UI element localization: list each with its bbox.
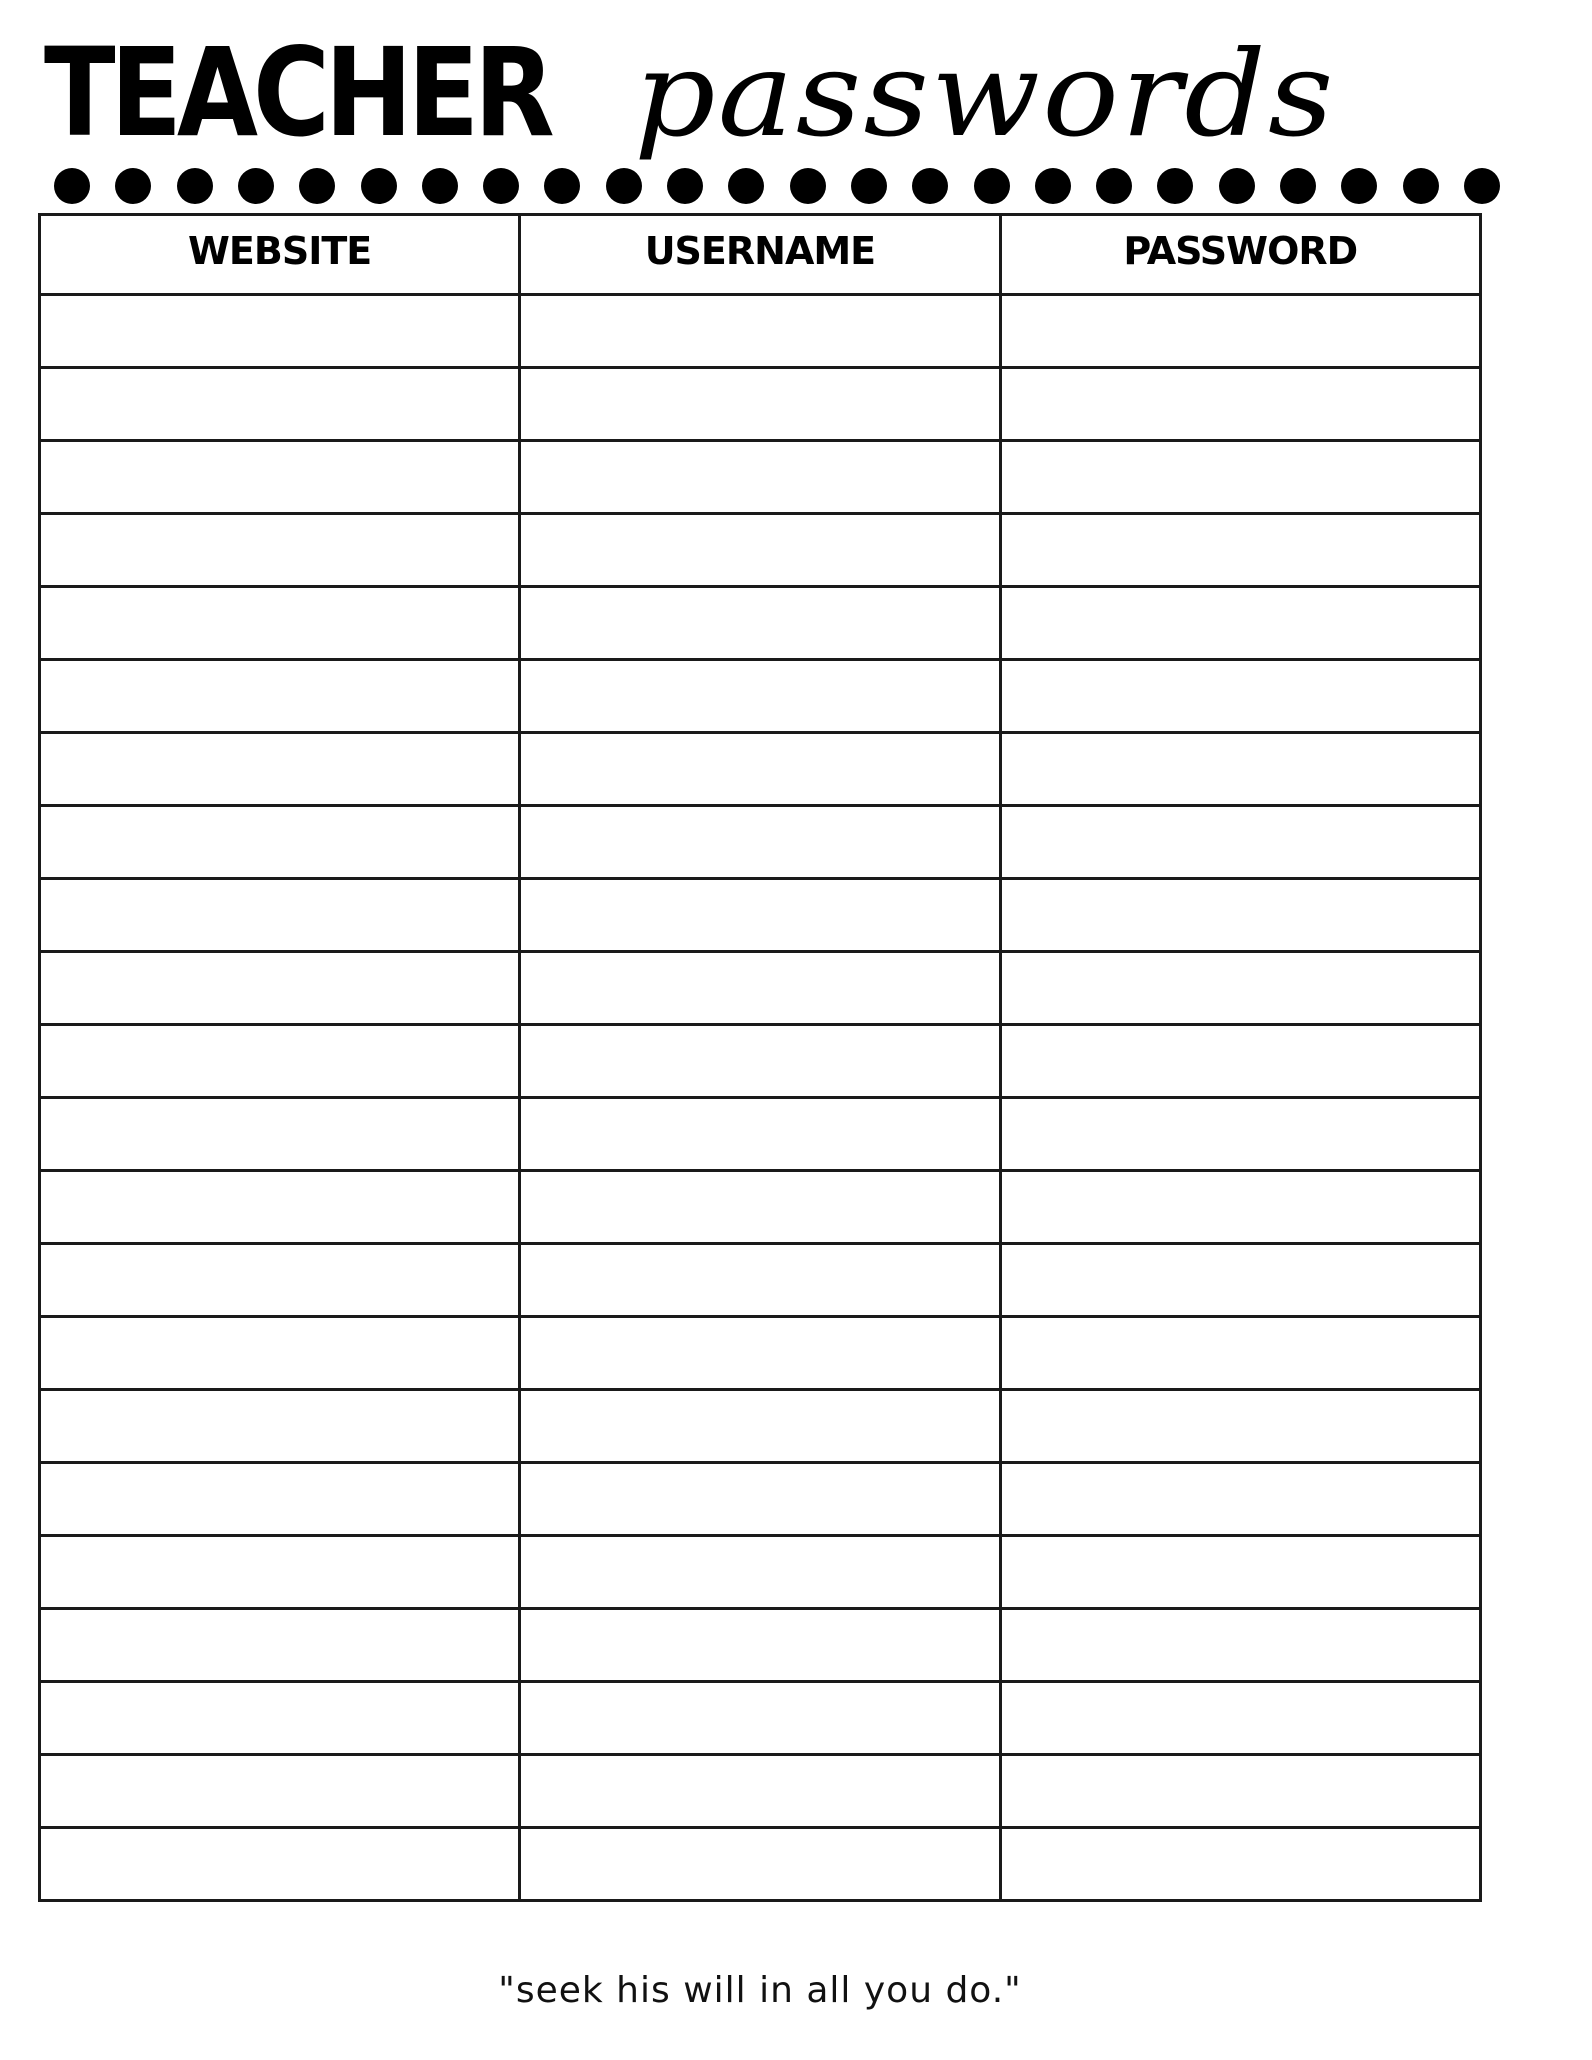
- username-cell: [520, 441, 1000, 514]
- username-cell: [520, 1536, 1000, 1609]
- username-cell: [520, 1755, 1000, 1828]
- username-cell: [520, 952, 1000, 1025]
- column-header-password: PASSWORD: [1000, 215, 1480, 295]
- website-cell: [40, 441, 520, 514]
- password-cell: [1000, 1536, 1480, 1609]
- website-cell: [40, 1536, 520, 1609]
- username-cell: [520, 1828, 1000, 1901]
- table-row: [40, 514, 1481, 587]
- table-row: [40, 441, 1481, 514]
- table-row: [40, 587, 1481, 660]
- username-cell: [520, 1171, 1000, 1244]
- table-row: [40, 1463, 1481, 1536]
- table-row: [40, 368, 1481, 441]
- username-cell: [520, 1317, 1000, 1390]
- password-cell: [1000, 1171, 1480, 1244]
- website-cell: [40, 952, 520, 1025]
- divider-dot: [1464, 168, 1500, 204]
- password-cell: [1000, 879, 1480, 952]
- website-cell: [40, 660, 520, 733]
- website-cell: [40, 368, 520, 441]
- password-cell: [1000, 587, 1480, 660]
- username-cell: [520, 1025, 1000, 1098]
- website-cell: [40, 879, 520, 952]
- table-row: [40, 660, 1481, 733]
- website-cell: [40, 295, 520, 368]
- table-row: [40, 1828, 1481, 1901]
- username-cell: [520, 1390, 1000, 1463]
- table-body: [40, 295, 1481, 1901]
- password-cell: [1000, 1025, 1480, 1098]
- page-title: [44, 18, 1336, 178]
- website-cell: [40, 1317, 520, 1390]
- table-row: [40, 295, 1481, 368]
- website-cell: [40, 1609, 520, 1682]
- password-cell: [1000, 733, 1480, 806]
- table-row: [40, 1098, 1481, 1171]
- password-cell: [1000, 1317, 1480, 1390]
- website-cell: [40, 1390, 520, 1463]
- username-cell: [520, 587, 1000, 660]
- password-cell: [1000, 1755, 1480, 1828]
- website-cell: [40, 1755, 520, 1828]
- password-cell: [1000, 1244, 1480, 1317]
- title-bold-word: TEACHER: [44, 22, 550, 164]
- table-row: [40, 733, 1481, 806]
- username-cell: [520, 295, 1000, 368]
- username-cell: [520, 660, 1000, 733]
- password-cell: [1000, 368, 1480, 441]
- password-cell: [1000, 1390, 1480, 1463]
- password-cell: [1000, 1463, 1480, 1536]
- password-cell: [1000, 1609, 1480, 1682]
- username-cell: [520, 1463, 1000, 1536]
- username-cell: [520, 733, 1000, 806]
- username-cell: [520, 1098, 1000, 1171]
- password-cell: [1000, 1098, 1480, 1171]
- website-cell: [40, 1463, 520, 1536]
- password-cell: [1000, 441, 1480, 514]
- password-cell: [1000, 1682, 1480, 1755]
- username-cell: [520, 514, 1000, 587]
- table-row: [40, 1755, 1481, 1828]
- website-cell: [40, 587, 520, 660]
- table-row: [40, 1317, 1481, 1390]
- username-cell: [520, 1609, 1000, 1682]
- password-cell: [1000, 1828, 1480, 1901]
- title-script-word: passwords: [633, 25, 1336, 163]
- column-header-website: WEBSITE: [40, 215, 520, 295]
- table-row: [40, 1536, 1481, 1609]
- table-row: [40, 952, 1481, 1025]
- username-cell: [520, 1244, 1000, 1317]
- divider-dot: [1341, 168, 1377, 204]
- divider-dot: [1280, 168, 1316, 204]
- website-cell: [40, 806, 520, 879]
- website-cell: [40, 1025, 520, 1098]
- website-cell: [40, 1171, 520, 1244]
- table-row: [40, 1682, 1481, 1755]
- password-cell: [1000, 514, 1480, 587]
- password-cell: [1000, 806, 1480, 879]
- website-cell: [40, 514, 520, 587]
- website-cell: [40, 1244, 520, 1317]
- column-header-username: USERNAME: [520, 215, 1000, 295]
- website-cell: [40, 1682, 520, 1755]
- username-cell: [520, 1682, 1000, 1755]
- table-row: [40, 806, 1481, 879]
- table-row: [40, 1244, 1481, 1317]
- table-header-row: [40, 215, 1481, 295]
- password-log-table: [38, 213, 1482, 1902]
- username-cell: [520, 879, 1000, 952]
- divider-dot: [1403, 168, 1439, 204]
- website-cell: [40, 1098, 520, 1171]
- username-cell: [520, 806, 1000, 879]
- table-row: [40, 1025, 1481, 1098]
- table-row: [40, 879, 1481, 952]
- table-row: [40, 1390, 1481, 1463]
- table-row: [40, 1609, 1481, 1682]
- table-row: [40, 1171, 1481, 1244]
- password-cell: [1000, 295, 1480, 368]
- password-cell: [1000, 660, 1480, 733]
- website-cell: [40, 1828, 520, 1901]
- website-cell: [40, 733, 520, 806]
- footer-quote: "seek his will in all you do.": [498, 1970, 1022, 2011]
- username-cell: [520, 368, 1000, 441]
- password-cell: [1000, 952, 1480, 1025]
